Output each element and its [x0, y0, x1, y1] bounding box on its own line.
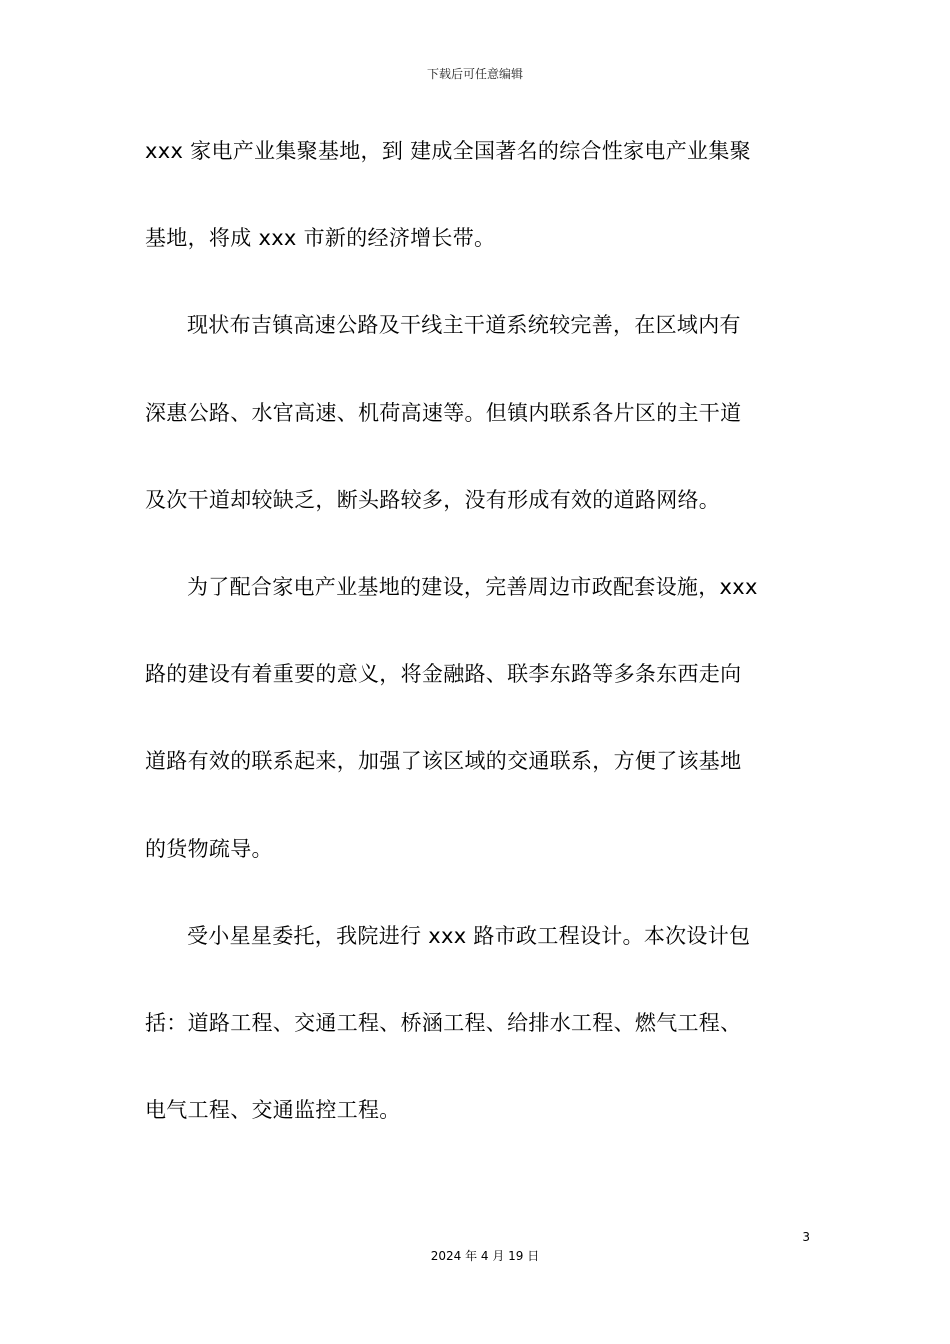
paragraph-line: 的货物疏导。: [145, 836, 273, 861]
paragraph-line: 受小星星委托，我院进行 xxx 路市政工程设计。本次设计包: [187, 923, 751, 948]
paragraph-line: 路的建设有着重要的意义，将金融路、联李东路等多条东西走向: [145, 662, 742, 687]
paragraph-line: xxx 家电产业集聚基地，到 建成全国著名的综合性家电产业集聚: [145, 139, 751, 163]
paragraph-line: 基地，将成 xxx 市新的经济增长带。: [145, 226, 496, 251]
page-number: 3: [802, 1230, 810, 1244]
paragraph-line: 电气工程、交通监控工程。: [145, 1098, 401, 1123]
page-header: 下载后可任意编辑: [426, 67, 523, 81]
paragraph-4: [145, 915, 809, 1133]
paragraph-line: 及次干道却较缺乏，断头路较多，没有形成有效的道路网络。: [145, 487, 721, 512]
paragraph-2: [145, 304, 809, 522]
paragraph-line: 现状布吉镇高速公路及干线主干道系统较完善，在区域内有: [187, 313, 741, 338]
paragraph-line: 括：道路工程、交通工程、桥涵工程、给排水工程、燃气工程、: [145, 1010, 742, 1035]
body-text: [145, 130, 809, 1176]
paragraph-line: 深惠公路、水官高速、机荷高速等。但镇内联系各片区的主干道: [145, 400, 742, 425]
footer-date: 2024 年 4 月 19 日: [430, 1249, 540, 1263]
paragraph-line: 为了配合家电产业基地的建设，完善周边市政配套设施，xxx: [187, 574, 758, 599]
paragraph-3: [145, 566, 809, 871]
paragraph-1: [145, 130, 809, 261]
paragraph-line: 道路有效的联系起来，加强了该区域的交通联系，方便了该基地: [145, 749, 742, 774]
